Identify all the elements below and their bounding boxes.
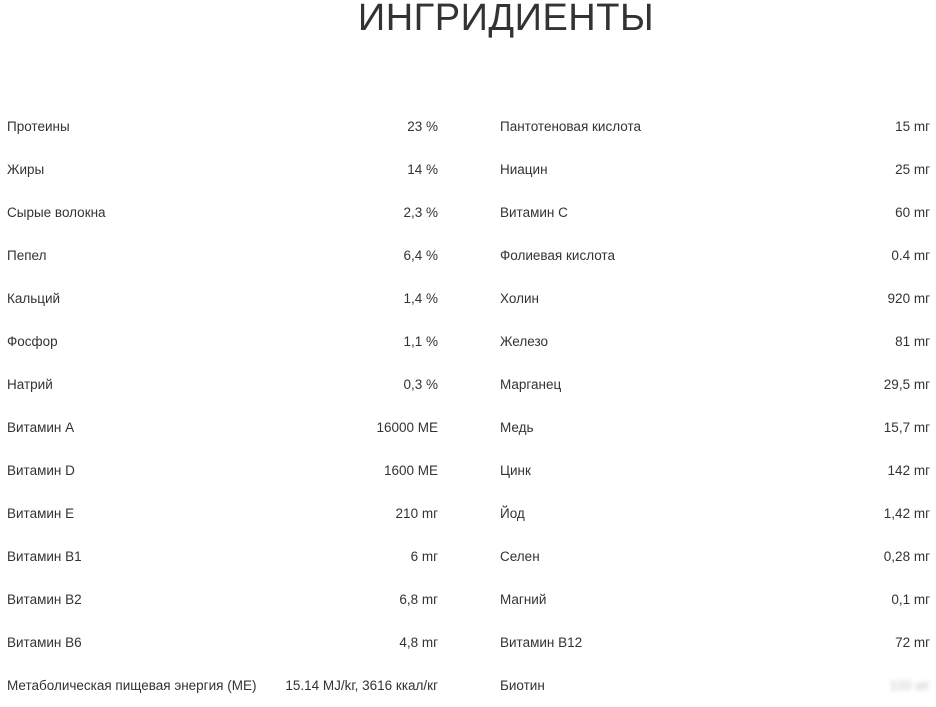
ingredient-value: 142 mг (887, 463, 930, 478)
ingredient-value: 23 % (407, 119, 438, 134)
ingredients-right-column (500, 105, 930, 707)
ingredient-row (500, 664, 930, 707)
ingredient-value: 0,1 mг (891, 592, 930, 607)
ingredient-name: Натрий (7, 377, 53, 392)
ingredient-value: 1,42 mг (883, 506, 930, 521)
ingredient-row (500, 234, 930, 277)
ingredient-row (7, 578, 438, 621)
ingredient-name: Сырые волокна (7, 205, 106, 220)
ingredient-value: 920 mг (887, 291, 930, 306)
ingredient-row (7, 449, 438, 492)
ingredient-value: 210 mг (395, 506, 438, 521)
ingredient-value: 25 mг (895, 162, 930, 177)
ingredient-name: Фосфор (7, 334, 58, 349)
ingredient-value: 15.14 MJ/kг, 3616 ккал/кг (285, 678, 438, 693)
ingredient-row (500, 191, 930, 234)
ingredient-value: 15,7 mг (883, 420, 930, 435)
ingredient-name: Йод (500, 506, 525, 521)
ingredient-row (500, 148, 930, 191)
ingredient-name: Витамин В2 (7, 592, 82, 607)
ingredient-value: 0,28 mг (883, 549, 930, 564)
page-title: ИНГРИДИЕНТЫ (357, 0, 655, 39)
ingredient-row (500, 105, 930, 148)
ingredient-value: 1600 МЕ (383, 463, 438, 478)
ingredient-row (7, 621, 438, 664)
ingredient-row (500, 492, 930, 535)
ingredient-value: 60 mг (895, 205, 930, 220)
ingredient-row (7, 234, 438, 277)
ingredient-row (500, 578, 930, 621)
ingredient-row (7, 492, 438, 535)
ingredient-name: Марганец (500, 377, 562, 392)
ingredient-row (7, 105, 438, 148)
ingredient-name: Витамин Е (7, 506, 75, 521)
ingredient-name: Витамин В12 (500, 635, 583, 650)
ingredient-row (7, 535, 438, 578)
ingredient-name: Протеины (7, 119, 70, 134)
ingredient-row (7, 148, 438, 191)
ingredient-value: 1,4 % (403, 291, 438, 306)
ingredient-name: Цинк (500, 463, 531, 478)
ingredient-name: Селен (500, 549, 540, 564)
ingredient-name: Магний (500, 592, 547, 607)
ingredient-row (7, 363, 438, 406)
ingredient-name: Пепел (7, 248, 47, 263)
ingredient-name: Витамин А (7, 420, 75, 435)
ingredient-name: Медь (500, 420, 534, 435)
ingredient-value: 72 mг (895, 635, 930, 650)
ingredient-row (7, 320, 438, 363)
ingredient-value: 4,8 mг (399, 635, 438, 650)
ingredient-value: 1,1 % (403, 334, 438, 349)
ingredient-row (7, 277, 438, 320)
ingredient-value: 6 mг (410, 549, 438, 564)
ingredient-name: Холин (500, 291, 539, 306)
ingredient-value: 100 мг (889, 678, 930, 693)
ingredient-row (7, 664, 438, 707)
ingredient-name: Витамин В6 (7, 635, 82, 650)
ingredient-row (7, 191, 438, 234)
ingredient-row (500, 535, 930, 578)
ingredient-name: Кальций (7, 291, 61, 306)
ingredient-name: Железо (500, 334, 548, 349)
ingredient-row (500, 363, 930, 406)
ingredient-row (500, 406, 930, 449)
ingredient-name: Метаболическая пищевая энергия (МЕ) (7, 678, 257, 693)
ingredient-value: 6,4 % (403, 248, 438, 263)
ingredient-row (500, 621, 930, 664)
ingredient-name: Жиры (7, 162, 45, 177)
ingredient-value: 14 % (407, 162, 438, 177)
ingredient-value: 0.4 mг (891, 248, 930, 263)
ingredient-value: 0,3 % (403, 377, 438, 392)
ingredient-value: 2,3 % (403, 205, 438, 220)
ingredient-name: Биотин (500, 678, 545, 693)
ingredient-name: Фолиевая кислота (500, 248, 615, 263)
ingredient-name: Витамин В1 (7, 549, 82, 564)
ingredient-row (7, 406, 438, 449)
ingredient-value: 6,8 mг (399, 592, 438, 607)
ingredient-row (500, 320, 930, 363)
ingredient-value: 81 mг (895, 334, 930, 349)
ingredient-value: 15 mг (895, 119, 930, 134)
ingredient-value: 29,5 mг (883, 377, 930, 392)
ingredient-name: Ниацин (500, 162, 548, 177)
ingredients-left-column (7, 105, 438, 707)
ingredient-name: Витамин С (500, 205, 568, 220)
ingredient-row (500, 277, 930, 320)
ingredient-name: Пантотеновая кислота (500, 119, 641, 134)
ingredient-value: 16000 МЕ (376, 420, 438, 435)
ingredient-name: Витамин D (7, 463, 75, 478)
ingredient-row (500, 449, 930, 492)
